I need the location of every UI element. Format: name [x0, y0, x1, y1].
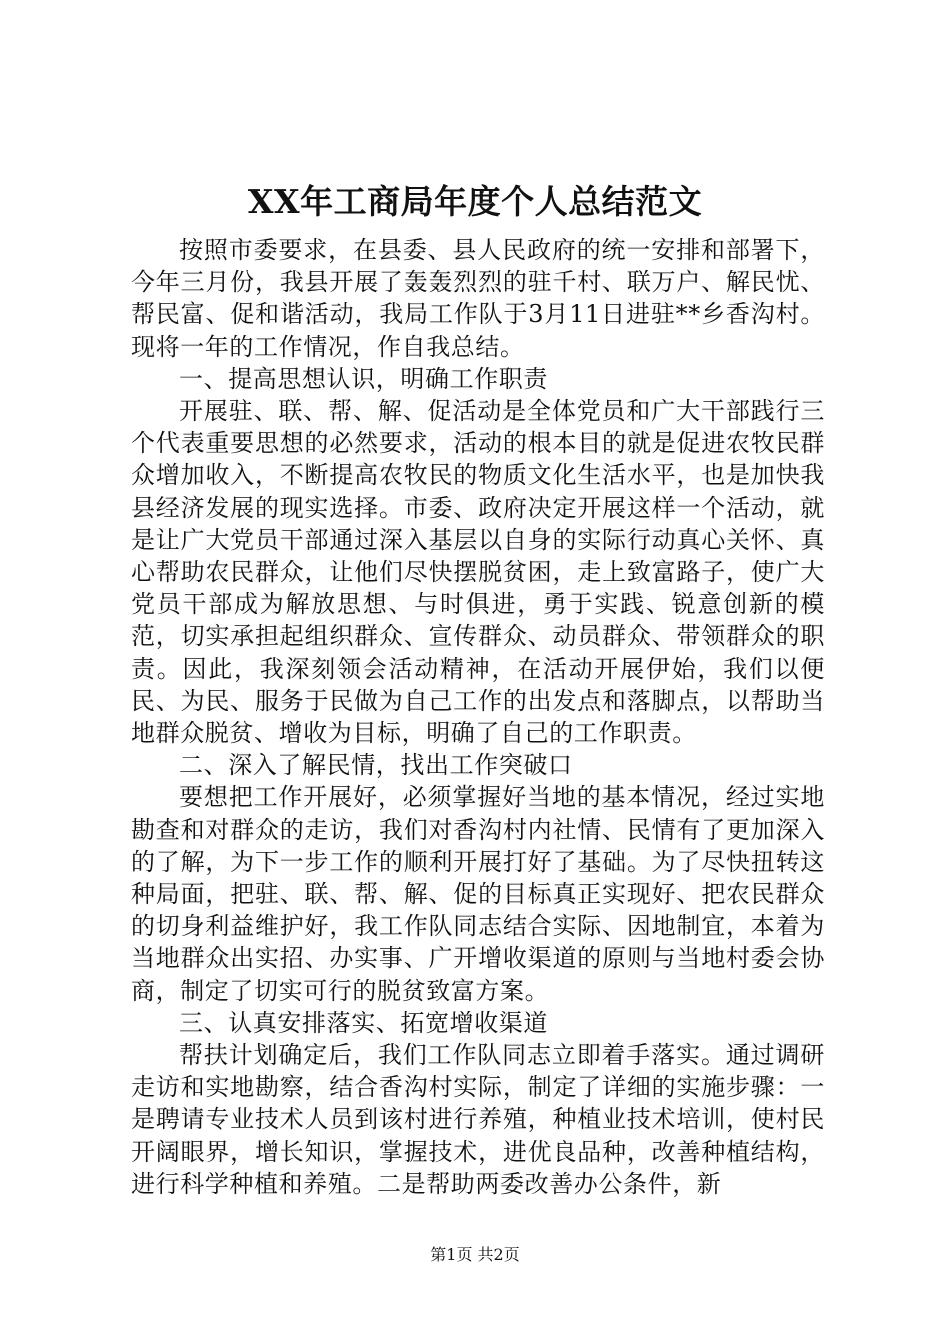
section-heading-1: 一、提高思想认识，明确工作职责: [179, 364, 548, 393]
paragraph-intro: 按照市委要求，在县委、县人民政府的统一安排和部署下，今年三月份，我县开展了轰轰烈烈的驻千村、联万户、解民忧、帮民富、促和谐活动，我局工作队于3月11日进驻**乡香沟村。现将一年的工作情况，作自我总结。: [131, 236, 825, 361]
document-title: XX年工商局年度个人总结范文: [247, 182, 703, 221]
document-body: [131, 234, 825, 1200]
section-heading-2: 二、深入了解民情，找出工作突破口: [179, 751, 573, 780]
section-heading-3: 三、认真安排落实、拓宽增收渠道: [179, 1008, 548, 1037]
paragraph-section-3: 帮扶计划确定后，我们工作队同志立即着手落实。通过调研走访和实地勘察，结合香沟村实际，制定了详细的实施步骤：一是聘请专业技术人员到该村进行养殖，种植业技术培训，使村民开阔眼界，增长知识，掌握技术，进优良品种，改善种植结构，进行科学种植和养殖。二是帮助两委改善办公条件，新: [131, 1041, 825, 1198]
page-number-footer: 第1页 共2页: [430, 1245, 520, 1264]
paragraph-section-1: 开展驻、联、帮、解、促活动是全体党员和广大干部践行三个代表重要思想的必然要求，活动的根本目的就是促进农牧民群众增加收入，不断提高农牧民的物质文化生活水平，也是加快我县经济发展的现实选择。市委、政府决定开展这样一个活动，就是让广大党员干部通过深入基层以自身的实际行动真心关怀、真心帮助农民群众，让他们尽快摆脱贫困，走上致富路子，使广大党员干部成为解放思想、与时俱进，勇于实践、锐意创新的模范，切实承担起组织群众、宣传群众、动员群众、带领群众的职责。因此，我深刻领会活动精神，在活动开展伊始，我们以便民、为民、服务于民做为自己工作的出发点和落脚点，以帮助当地群众脱贫、增收为目标，明确了自己的工作职责。: [131, 397, 825, 748]
paragraph-section-2: 要想把工作开展好，必须掌握好当地的基本情况，经过实地勘查和对群众的走访，我们对香沟村内社情、民情有了更加深入的了解，为下一步工作的顺利开展打好了基础。为了尽快扭转这种局面，把驻、联、帮、解、促的目标真正实现好、把农民群众的切身利益维护好，我工作队同志结合实际、因地制宜，本着为当地群众出实招、办实事、广开增收渠道的原则与当地村委会协商，制定了切实可行的脱贫致富方案。: [131, 783, 825, 1005]
